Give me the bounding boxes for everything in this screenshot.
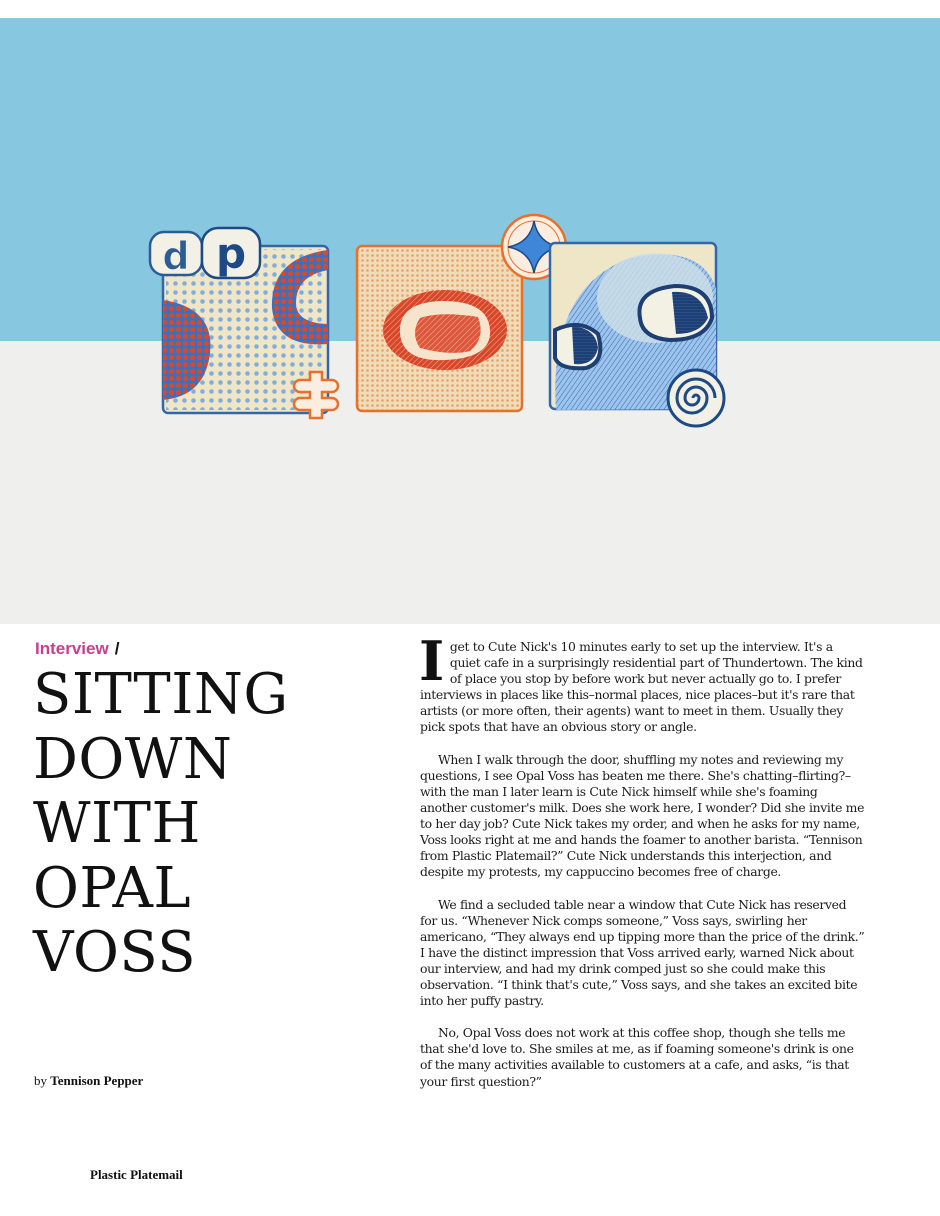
title-line: VOSS [33, 920, 197, 985]
paragraph-text: get to Cute Nick's 10 minutes early to set up the interview. It's a quiet cafe in a surprisingly residential part of Thundertown. The kind of place you stop by before work but never actually go to. I prefer interviews in places like this–normal places, nice places–but it's rare that artists (or more often, their agents) want to meet in them. Usually they pick spots that have an obvious story or angle. [420, 639, 863, 735]
title-line: OPAL [33, 855, 192, 921]
title-line: DOWN [33, 726, 233, 792]
category-label: Interview [35, 639, 109, 658]
article-title [33, 663, 393, 986]
coffee-cups-artwork [0, 18, 940, 624]
article-paragraph: When I walk through the door, shuffling my notes and reviewing my questions, I see Opal Voss has beaten me there. She's chatting–flirting?–with the man I later learn is Cute Nick himself while she's foaming another customer's milk. Does she work here, I wonder? Did she invite me to her day job? Cute Nick takes my order, and when he asks for my name, Voss looks right at me and hands the foamer to another barista. “Tennison from Plastic Platemail?” Cute Nick understands this interjection, and despite my protests, my cappuccino becomes free of charge. [420, 751, 865, 880]
article-paragraph: We find a secluded table near a window that Cute Nick has reserved for us. “Whenever Nick comps someone,” Voss says, swirling her americano, “They always end up tipping more than the price of the drink.” I have the distinct impression that Voss arrived early, warned Nick about our interview, and had my drink comped just so she could make this observation. “I think that's cute,” Voss says, and she takes an excited bite into her puffy pastry. [420, 896, 865, 1009]
svg-text:d: d [162, 234, 190, 278]
drop-cap: I [419, 629, 444, 693]
article-body [419, 629, 865, 1106]
article-paragraph [419, 629, 865, 736]
article-paragraph: No, Opal Voss does not work at this coffee shop, though she tells me that she'd love to. She smiles at me, as if foaming someone's drink is one of the many activities available to customers at a cafe, and asks, “is that your first question?” [420, 1025, 854, 1089]
author-name: Tennison Pepper [50, 1073, 144, 1088]
letters-glyph [150, 228, 260, 278]
category-slash: / [114, 639, 120, 658]
publication-footer: Plastic Platemail [90, 1167, 183, 1182]
svg-text:p: p [215, 229, 247, 278]
byline-prefix: by [34, 1073, 47, 1088]
title-line: SITTING [33, 662, 289, 727]
spiral-ornament [668, 370, 724, 426]
hero-illustration [0, 18, 940, 624]
category-kicker [35, 638, 119, 660]
title-line: WITH [33, 791, 201, 856]
cup-tile-middle [357, 246, 522, 411]
byline [34, 1073, 143, 1089]
